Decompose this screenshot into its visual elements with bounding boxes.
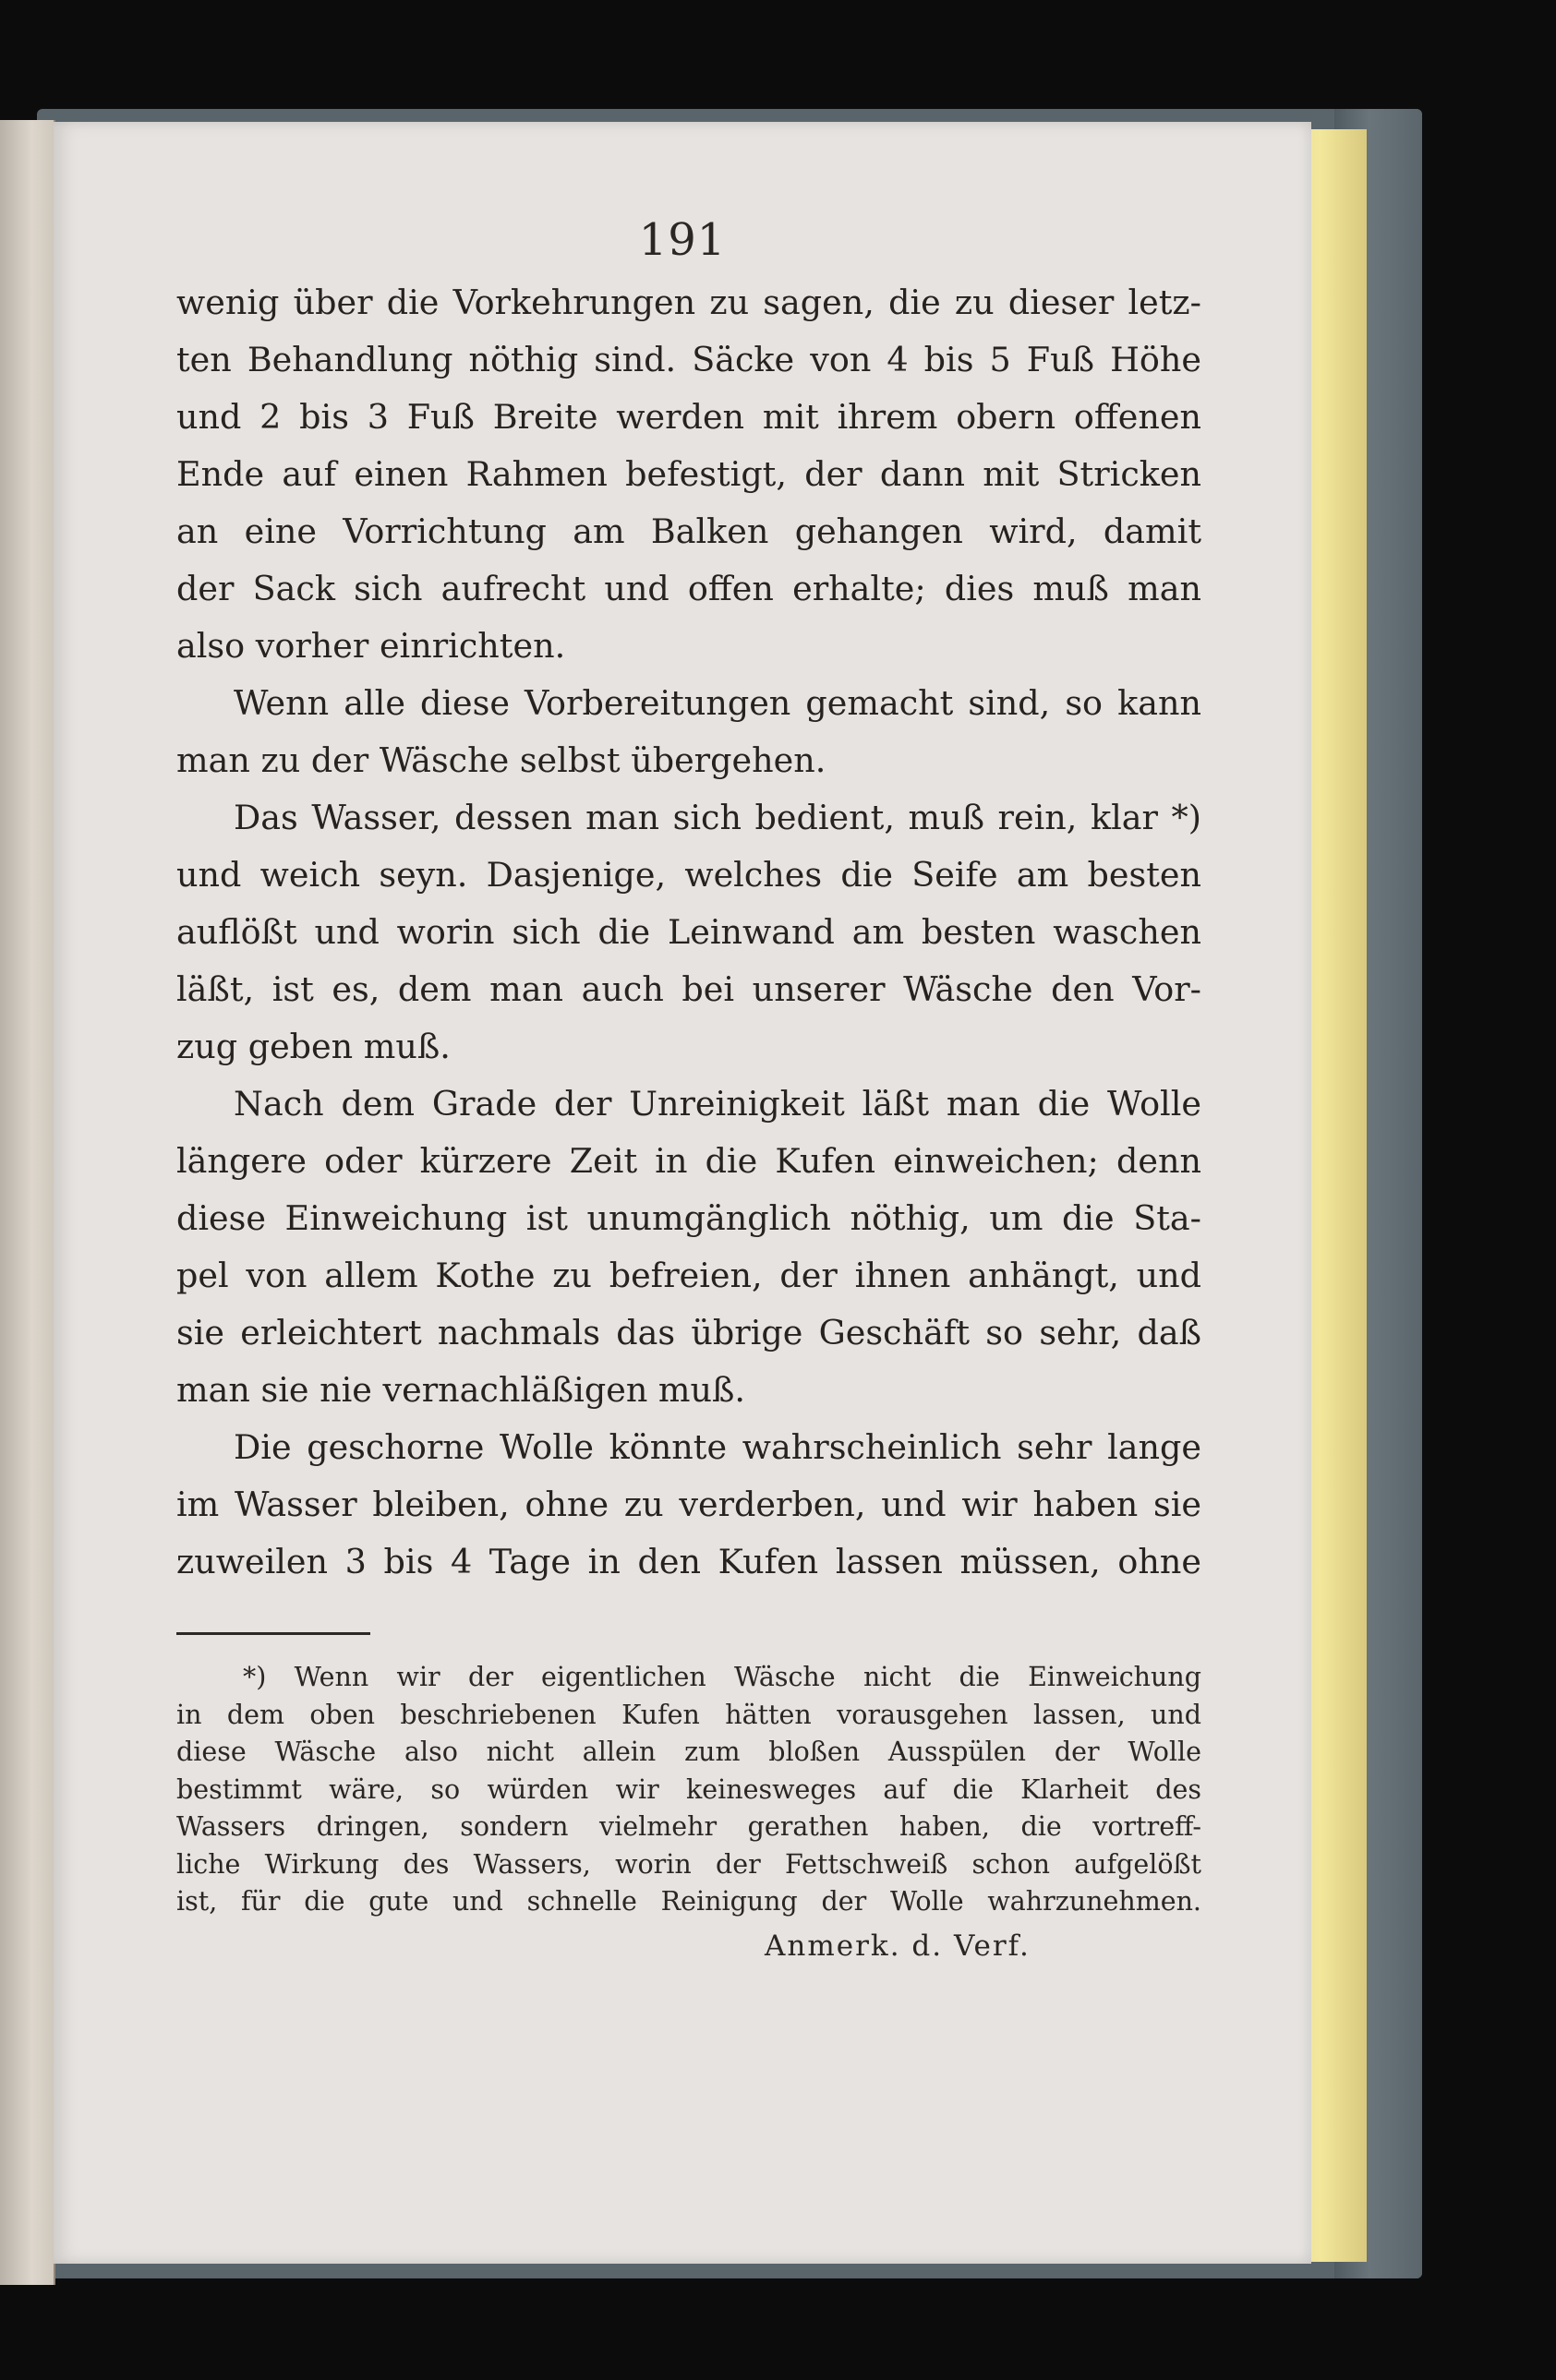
text-line: Wenn alle diese Vorbereitungen gemacht sind, so kann (234, 683, 1201, 723)
text-line: der Sack sich aufrecht und offen erhalte; dies muß man (176, 569, 1201, 608)
text-line: Nach dem Grade der Unreinigkeit läßt man die Wolle (234, 1084, 1201, 1124)
text-line: ten Behandlung nöthig sind. Säcke von 4 bis 5 Fuß Höhe (176, 340, 1201, 379)
body-text (176, 274, 1201, 1591)
footnote-line: in dem oben beschriebenen Kufen hätten vorausgehen lassen, und (176, 1699, 1201, 1730)
text-line: zug geben muß. (176, 1027, 451, 1066)
text-line: zuweilen 3 bis 4 Tage in den Kufen lassen müssen, ohne (176, 1542, 1201, 1581)
text-line: wenig über die Vorkehrungen zu sagen, die zu dieser letz- (176, 282, 1201, 322)
text-line: pel von allem Kothe zu befreien, der ihnen anhängt, und (176, 1256, 1201, 1295)
footnote-line: ist, für die gute und schnelle Reinigung der Wolle wahrzunehmen. (176, 1886, 1201, 1917)
footnote-signature: Anmerk. d. Verf. (765, 1929, 1031, 1963)
text-line: im Wasser bleiben, ohne zu verderben, und wir haben sie (176, 1484, 1201, 1524)
footnote-line: *) Wenn wir der eigentlichen Wäsche nicht die Einweichung (243, 1662, 1201, 1692)
text-line: also vorher einrichten. (176, 626, 566, 666)
text-line: Ende auf einen Rahmen befestigt, der dann mit Stricken (176, 454, 1201, 494)
text-line: läßt, ist es, dem man auch bei unserer Wäsche den Vor- (176, 969, 1201, 1009)
text-line: Die geschorne Wolle könnte wahrscheinlich sehr lange (234, 1427, 1201, 1467)
footnote (176, 1659, 1201, 1921)
left-page-edge (0, 120, 55, 2285)
footnote-line: bestimmt wäre, so würden wir keinesweges auf die Klarheit des (176, 1773, 1201, 1805)
text-line: Das Wasser, dessen man sich bedient, muß rein, klar *) (234, 798, 1201, 837)
footnote-line: liche Wirkung des Wassers, worin der Fettschweiß schon aufgelößt (176, 1848, 1201, 1880)
text-line: und weich seyn. Dasjenige, welches die Seife am besten (176, 855, 1201, 895)
text-line: sie erleichtert nachmals das übrige Geschäft so sehr, daß (176, 1313, 1201, 1352)
text-line: und 2 bis 3 Fuß Breite werden mit ihrem obern offenen (176, 397, 1201, 437)
footnote-line: Wassers dringen, sondern vielmehr gerathen haben, die vortreff- (176, 1811, 1201, 1842)
text-line: man zu der Wäsche selbst übergehen. (176, 740, 826, 780)
text-line: auflößt und worin sich die Leinwand am besten waschen (176, 912, 1201, 952)
text-line: diese Einweichung ist unumgänglich nöthig, um die Sta- (176, 1198, 1201, 1238)
footnote-line: diese Wäsche also nicht allein zum bloßen Ausspülen der Wolle (176, 1737, 1201, 1767)
text-line: man sie nie vernachläßigen muß. (176, 1370, 746, 1410)
text-line: längere oder kürzere Zeit in die Kufen einweichen; denn (176, 1141, 1201, 1181)
footnote-divider (176, 1632, 370, 1635)
text-line: an eine Vorrichtung am Balken gehangen wird, damit (176, 511, 1201, 551)
page-number: 191 (638, 214, 727, 266)
book-page (54, 122, 1311, 2264)
